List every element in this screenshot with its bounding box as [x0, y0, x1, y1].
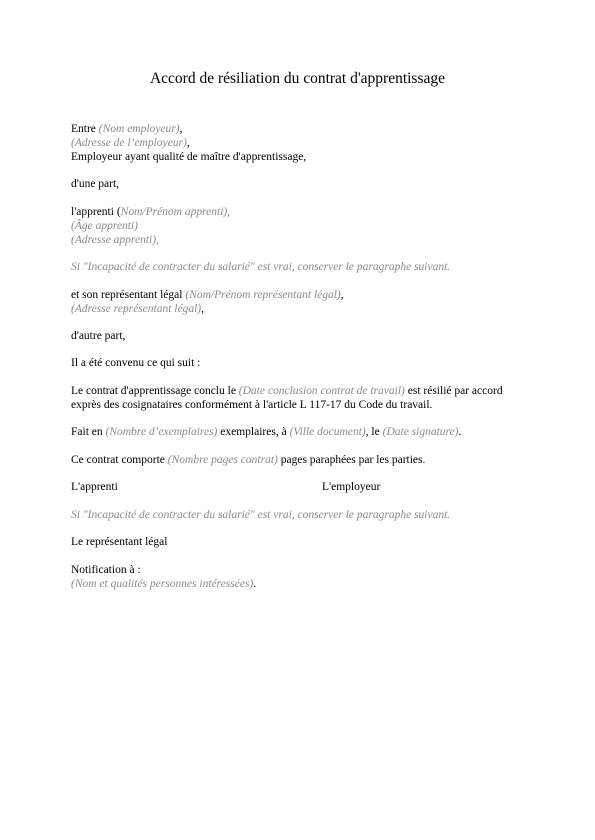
second-party-line: d'autre part,	[71, 330, 126, 342]
contract-line-1	[71, 384, 503, 398]
city-placeholder: (Ville document)	[289, 426, 366, 438]
comma-le-text: , le	[365, 426, 383, 438]
apprentice-line	[71, 205, 230, 219]
apprentice-age-placeholder: (Âge apprenti)	[71, 220, 138, 232]
legal-rep-address-placeholder: (Adresse représentant légal)	[71, 303, 202, 315]
contract-text-2: est résilié par accord	[404, 385, 503, 397]
condition-note-2: Si "Incapacité de contracter du salarié" est vrai, conserver le paragraphe suivant.	[71, 509, 451, 521]
employer-line: Entre (Nom employeur),	[71, 123, 183, 135]
contract-pages-line	[71, 453, 425, 467]
first-party-line: d'une part,	[71, 178, 120, 190]
signature-apprentice: L'apprenti	[71, 481, 118, 493]
document-title: Accord de résiliation du contrat d'apprentissage	[149, 70, 446, 87]
agreed-line: Il a été convenu ce qui suit :	[71, 357, 201, 369]
apprentice-age-line	[71, 219, 138, 233]
pages-count-placeholder: (Nombre pages contrat)	[167, 454, 278, 466]
signature-employer: L'employeur	[322, 481, 381, 493]
notified-persons-placeholder: (Nom et qualités personnes intéressées)	[71, 578, 254, 590]
condition-note-1: Si "Incapacité de contracter du salarié" est vrai, conserver le paragraphe suivant.	[71, 261, 451, 273]
contract-text-1: Le contrat d'apprentissage conclu le	[71, 385, 239, 397]
legal-rep-name-placeholder: (Nom/Prénom représentant légal)	[185, 289, 341, 301]
legal-rep-prefix: et son représentant légal	[71, 289, 186, 301]
legal-rep-line: et son représentant légal (Nom/Prénom représentant légal),	[71, 289, 344, 301]
employer-address-placeholder: (Adresse de l’employeur)	[71, 137, 187, 149]
sign-date-placeholder: (Date signature)	[382, 426, 459, 438]
contract-pages-text-1: Ce contrat comporte	[71, 454, 168, 466]
apprentice-address-line	[71, 233, 159, 247]
copies-text: exemplaires, à	[217, 426, 290, 438]
contract-pages-text-2: pages paraphées par les parties.	[277, 454, 426, 466]
copies-count-placeholder: (Nombre d’exemplaires)	[105, 426, 218, 438]
contract-line-2: exprès des cosignataires conformément à l'article L 117-17 du Code du travail.	[71, 399, 433, 411]
employer-address-line: (Adresse de l’employeur),	[71, 137, 190, 149]
signature-legal-rep: Le représentant légal	[71, 536, 168, 548]
legal-rep-address-line: (Adresse représentant légal),	[71, 303, 204, 315]
made-in-line: Fait en (Nombre d’exemplaires) exemplaires, à (Ville document), le (Date signature).	[71, 426, 462, 438]
contract-date-placeholder: (Date conclusion contrat de travail)	[238, 385, 405, 397]
notified-persons-line: (Nom et qualités personnes intéressées).	[71, 578, 257, 590]
apprentice-name-placeholder: Nom/Prénom apprenti),	[120, 206, 231, 218]
notification-label: Notification à :	[71, 564, 141, 576]
employer-quality-line: Employeur ayant qualité de maître d'apprentissage,	[71, 151, 307, 163]
apprentice-address-placeholder: (Adresse apprenti),	[71, 234, 159, 246]
entre-label: Entre	[71, 123, 96, 135]
apprentice-prefix: l'apprenti (	[71, 206, 121, 218]
employer-name-placeholder: (Nom employeur)	[98, 123, 180, 135]
made-in-text: Fait en	[71, 426, 106, 438]
